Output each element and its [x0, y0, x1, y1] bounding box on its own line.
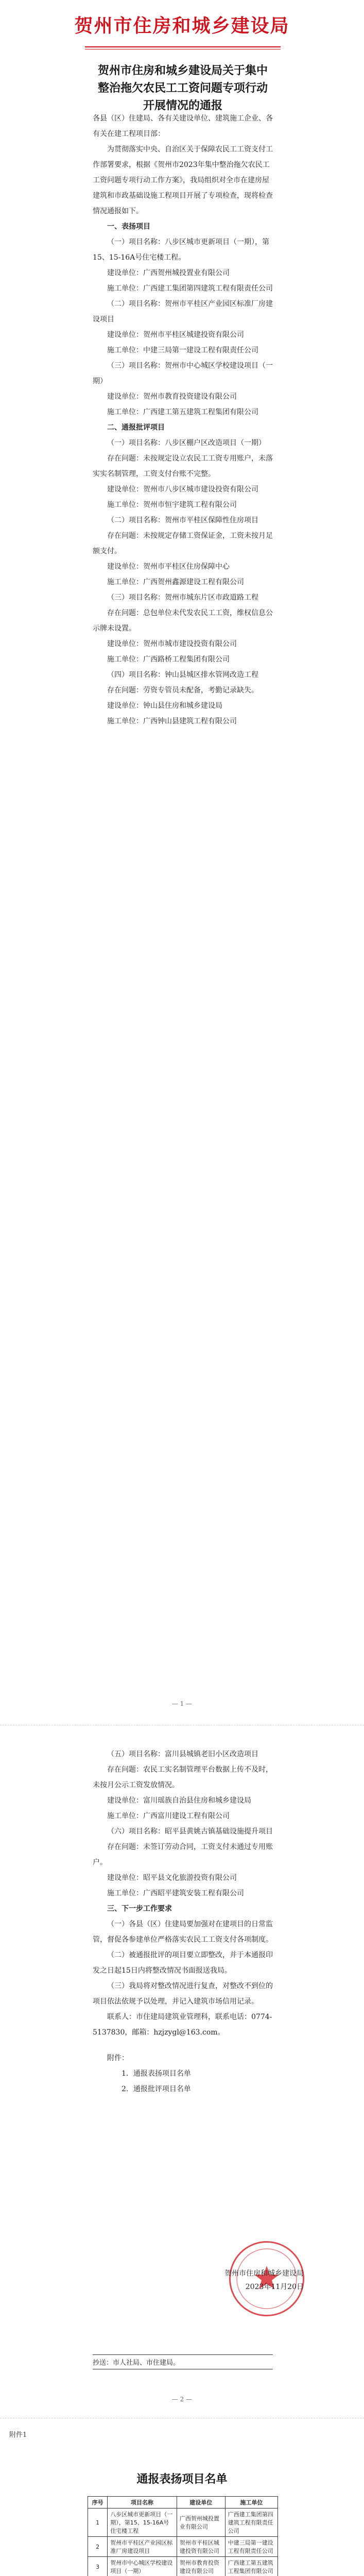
project-issue: 存在问题：总包单位未代发农民工工资，维权信息公示牌未设置。 [93, 609, 273, 633]
page2-body [93, 1747, 273, 2097]
annex-title: 通报表扬项目名单 [136, 2472, 228, 2486]
project-owner: 建设单位：富川瑶族自治县住房和城乡建设局 [107, 1797, 251, 1805]
project-item: （五）项目名称：富川县城镇老旧小区改造项目 [107, 1750, 258, 1758]
project-owner: 建设单位：贺州市平桂区城建投资有限公司 [107, 331, 244, 339]
table-header-row [88, 2497, 278, 2509]
owner-cell: 广西贺州城投置业有限公司 [177, 2509, 225, 2537]
owner-cell: 贺州市平桂区城建投资有限公司 [177, 2537, 225, 2557]
project-contractor: 施工单位：广西建工集团第四建筑工程有限责任公司 [107, 284, 273, 293]
project-issue: 存在问题：劳资专管员未配备，考勤记录缺失。 [107, 686, 258, 694]
project-issue: 存在问题：未按规定存储工资保证金，工资未按月足额支付。 [93, 532, 273, 555]
project-item: （一）项目名称：八步区城市更新项目（一期），第15、15-16A号住宅楼工程。 [93, 238, 269, 262]
column-header: 建设单位 [177, 2497, 225, 2509]
project-contractor: 施工单位：广西建工第五建筑工程集团有限公司 [107, 408, 258, 416]
column-header: 项目名称 [108, 2497, 177, 2509]
section-heading: 三、下一步工作要求 [107, 1905, 172, 1913]
project-item: （一）项目名称：八步区棚户区改造项目（一期） [107, 439, 266, 447]
project-item: （三）项目名称：贺州市城东片区市政道路工程 [107, 594, 258, 602]
project-contractor: 施工单位：贺州市恒宇建筑工程有限公司 [107, 501, 237, 509]
page1-body [93, 111, 273, 729]
document-title: 贺州市住房和城乡建设局关于集中整治拖欠农民工工资问题专项行动开展情况的通报 [97, 64, 268, 112]
project-contractor: 施工单位：中建三局第一建设工程有限责任公司 [107, 346, 258, 354]
red-rule [85, 46, 281, 47]
attachment-item: 2．通报批评项目名单 [122, 2085, 191, 2093]
project-owner: 建设单位：贺州市教育投资建设有限公司 [107, 393, 237, 401]
contractor-cell: 广西建工集团第四建筑工程有限责任公司 [225, 2509, 278, 2537]
project-item: （六）项目名称：昭平县黄姚古镇基础设施提升项目 [107, 1827, 273, 1836]
signature-date: 2023年11月20日 [245, 2283, 304, 2291]
contractor-cell: 广西建工第五建筑工程集团有限公司 [225, 2557, 278, 2576]
project-name-cell: 贺州市平桂区产业园区标准厂房建设项目 [108, 2537, 177, 2557]
annex-1-page [0, 2419, 364, 2576]
page-number: — 1 — [171, 1700, 193, 1707]
row-number: 1 [88, 2509, 108, 2537]
attachment-item: 1．通报表扬项目名单 [122, 2070, 191, 2078]
attachments-label: 附件： [107, 2054, 129, 2062]
project-owner: 建设单位：广西贺州城投置业有限公司 [107, 269, 230, 277]
project-owner: 建设单位：贺州市平桂区住房保障中心 [107, 563, 230, 571]
intro-paragraph: 为贯彻落实中央、自治区关于保障农民工工资支付工作部署要求，根据《贺州市2023年集中整治拖欠农民工工资问题专项行动工作方案》，我局组织对全市在建房屋建筑和市政基础设施工程项目开展了专项检查，现将检查情况通报如下。 [93, 145, 273, 215]
table-row [88, 2509, 278, 2537]
project-owner: 建设单位：昭平县文化旅游投资有限公司 [107, 1874, 237, 1882]
table-row [88, 2557, 278, 2576]
project-item: （二）项目名称：贺州市平桂区产业园区标准厂房建设项目 [93, 300, 273, 324]
project-name-cell: 八步区城市更新项目（一期），第15、15-16A号住宅楼工程 [108, 2509, 177, 2537]
cc-line: 抄送：市人社局、市住建局。 [93, 2354, 273, 2369]
project-item: （三）项目名称：贺州市中心城区学校建设项目（一期） [93, 362, 273, 385]
owner-cell: 贺州市教育投资建设有限公司 [177, 2557, 225, 2576]
table-row [88, 2537, 278, 2557]
column-header: 序号 [88, 2497, 108, 2509]
contractor-cell: 中建三局第一建设工程有限责任公司 [225, 2537, 278, 2557]
requirement-paragraph: （三）我局将对整改情况进行复查，对整改不到位的项目依法依规予以处理，并记入建筑市场信用记录。 [93, 1982, 273, 2006]
requirement-paragraph: （二）被通报批评的项目要立即整改，并于本通报印发之日起15日内将整改情况书面报送我局。 [93, 1951, 273, 1975]
row-number: 3 [88, 2557, 108, 2576]
project-item: （二）项目名称：贺州市平桂区保障性住房项目 [107, 516, 258, 524]
column-header: 施工单位 [225, 2497, 278, 2509]
row-number: 2 [88, 2537, 108, 2557]
project-issue: 存在问题：未签订劳动合同，工资支付未通过专用账户。 [93, 1843, 273, 1867]
annex-label: 附件1 [9, 2431, 27, 2439]
project-owner: 建设单位：贺州市八步区城市建设投资有限公司 [107, 485, 258, 494]
project-name-cell: 贺州市中心城区学校建设项目（一期） [108, 2557, 177, 2576]
project-owner: 建设单位：贺州市城市建设投资有限公司 [107, 640, 237, 648]
section-heading: 一、表扬项目 [107, 223, 150, 231]
project-contractor: 施工单位：广西钟山县建筑工程有限公司 [107, 717, 237, 725]
commended-projects-table [88, 2496, 278, 2576]
project-issue: 存在问题：农民工实名制管理平台数据上传不及时，未按月公示工资发放情况。 [93, 1766, 273, 1789]
project-contractor: 施工单位：广西贺州鑫源建设工程有限公司 [107, 578, 244, 586]
project-issue: 存在问题：未按规定设立农民工工资专用账户，未落实实名制管理，工资支付台账不完整。 [93, 454, 273, 478]
project-contractor: 施工单位：广西路桥工程集团有限公司 [107, 655, 230, 664]
contact-paragraph: 联系人：市住建局建筑业管理科，联系电话：0774-5137830，邮箱：hzjzygl@163.com。 [93, 2013, 272, 2037]
project-item: （四）项目名称：钟山县城区排水管网改造工程 [107, 671, 258, 679]
project-contractor: 施工单位：广西昭平建筑安装工程有限公司 [107, 1889, 244, 1897]
section-heading: 二、通报批评项目 [107, 423, 165, 432]
masthead: 贺州市住房和城乡建设局 [74, 15, 290, 37]
salutation: 各县（区）住建局、各有关建设单位、建筑施工企业、各有关在建工程项目部： [93, 114, 273, 138]
document-page-2 [0, 1726, 364, 2419]
project-contractor: 施工单位：广西富川建设工程有限公司 [107, 1812, 230, 1820]
project-owner: 建设单位：钟山县住房和城乡建设局 [107, 702, 222, 710]
page-number: — 2 — [171, 2396, 193, 2403]
requirement-paragraph: （一）各县（区）住建局要加强对在建项目的日常监管，督促各参建单位严格落实农民工工资支付各项制度。 [93, 1920, 273, 1944]
signature-org: 贺州市住房和城乡建设局 [224, 2269, 304, 2278]
signature-block [216, 2267, 304, 2294]
